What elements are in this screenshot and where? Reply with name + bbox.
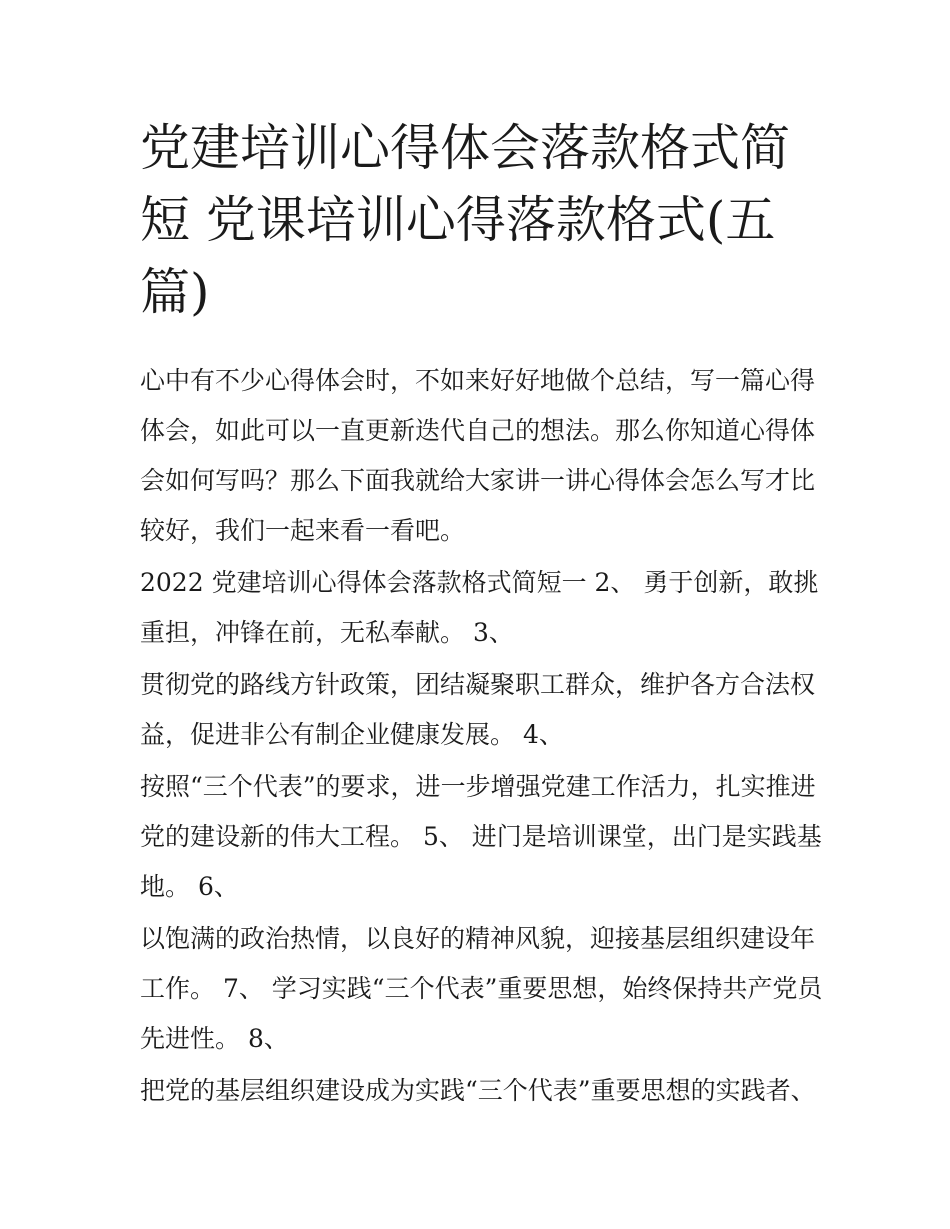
body-line: 2022 党建培训心得体会落款格式简短一 2、 勇于创新，敢挑 xyxy=(140,568,819,597)
body-line: 会如何写吗？那么下面我就给大家讲一讲心得体会怎么写才比 xyxy=(140,466,816,495)
body-line: 党的建设新的伟大工程。 5、 进门是培训课堂，出门是实践基 xyxy=(140,822,822,851)
body-line: 按照“三个代表”的要求，进一步增强党建工作活力，扎实推进 xyxy=(140,772,816,801)
body-line: 益，促进非公有制企业健康发展。 4、 xyxy=(140,720,564,749)
body-line: 把党的基层组织建设成为实践“三个代表”重要思想的实践者、 xyxy=(140,1076,816,1105)
body-line: 较好，我们一起来看一看吧。 xyxy=(140,516,466,545)
body-line: 工作。 7、 学习实践“三个代表”重要思想，始终保持共产党员 xyxy=(140,974,823,1003)
body-line: 体会，如此可以一直更新迭代自己的想法。那么你知道心得体 xyxy=(140,416,816,445)
document-title: 党建培训心得体会落款格式简短 党课培训心得落款格式(五篇) xyxy=(140,119,790,321)
body-line: 先进性。 8、 xyxy=(140,1024,289,1053)
body-line: 以饱满的政治热情，以良好的精神风貌，迎接基层组织建设年 xyxy=(140,924,816,953)
body-line: 心中有不少心得体会时，不如来好好地做个总结，写一篇心得 xyxy=(140,366,816,395)
body-line: 地。 6、 xyxy=(140,872,239,901)
body-line: 贯彻党的路线方针政策，团结凝聚职工群众，维护各方合法权 xyxy=(140,670,816,699)
body-line: 重担，冲锋在前，无私奉献。 3、 xyxy=(140,618,514,647)
